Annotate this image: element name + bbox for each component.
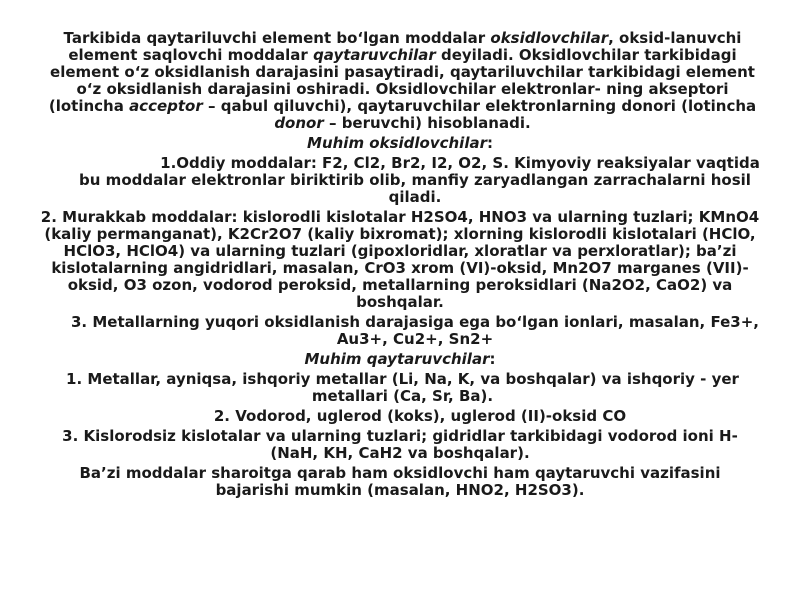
oxidizers-heading-text: Muhim oksidlovchilar (307, 134, 487, 152)
intro-text-3: deyiladi. Oksidlovchilar tarkibidagi element o‘z oksidlanish darajasini pasaytiradi, qaytariluvchilar tarkibidagi element o‘z oksidlanish darajasini oshiradi. Oksidlovchilar elektronlar- ning akseptori (lotincha (48, 46, 755, 115)
oxidizers-heading-colon: : (486, 134, 493, 152)
oxidizer-item-1: 1.Oddiy moddalar: F2, Cl2, Br2, I2, O2, S. Kimyoviy reaksiyalar vaqtida bu moddalar elektronlar biriktirib olib, manfiy zaryadlangan zarrachalarni hosil qiladi. (79, 154, 760, 206)
oxidizer-item-2: 2. Murakkab moddalar: kislorodli kislotalar H2SO4, HNO3 va ularning tuzlari; KMnO4 (kaliy permanganat), K2Cr2O7 (kaliy bixromat); xlorning kislorodli kislotalari (HClO, HClO3, HClO4) va ularning tuzlari (gipoxloridlar, xloratlar va perxloratlar); ba’zi kislotalarning angidridlari, masalan, CrO3 xrom (VI)-oksid, Mn2O7 marganes (VII)-oksid, O3 ozon, vodorod peroksid, metallarning peroksidlari (Na2O2, CaO2) va boshqalar. (40, 208, 760, 311)
closing-paragraph: Ba’zi moddalar sharoitga qarab ham oksidlovchi ham qaytaruvchi vazifasini bajarishi mumkin (masalan, HNO2, H2SO3). (79, 464, 721, 499)
intro-text-1: Tarkibida qaytariluvchi element bo‘lgan moddalar (63, 29, 491, 47)
term-reducers: qaytaruvchilar (313, 46, 436, 64)
reducers-heading-text: Muhim qaytaruvchilar (304, 350, 490, 368)
reducer-item-1: 1. Metallar, ayniqsa, ishqoriy metallar (Li, Na, K, va boshqalar) va ishqoriy - yer metallari (Ca, Sr, Ba). (66, 370, 739, 405)
term-acceptor: acceptor (129, 97, 203, 115)
reducer-item-3: 3. Kislorodsiz kislotalar va ularning tuzlari; gidridlar tarkibidagi vodorod ioni H- (NaH, KH, CaH2 va boshqalar). (62, 427, 738, 462)
intro-text-5: – beruvchi) hisoblanadi. (323, 114, 531, 132)
intro-text-4: – qabul qiluvchi), qaytaruvchilar elektronlarning donori (lotincha (202, 97, 757, 115)
term-donor: donor (274, 114, 324, 132)
intro-text-2: , oksid-lanuvchi element saqlovchi moddalar (68, 29, 742, 64)
reducer-item-2: 2. Vodorod, uglerod (koks), uglerod (II)-oksid CO (213, 407, 627, 425)
intro-paragraph (0, 30, 800, 132)
reducers-heading-colon: : (489, 350, 496, 368)
oxidizers-heading (0, 135, 800, 152)
oxidizer-item-3: 3. Metallarning yuqori oksidlanish darajasiga ega bo‘lgan ionlari, masalan, Fe3+, Au3+, Cu2+, Sn2+ (71, 313, 759, 348)
term-oxidizers: oksidlovchilar (490, 29, 609, 47)
slide-content (0, 30, 800, 499)
reducers-heading (0, 351, 800, 368)
